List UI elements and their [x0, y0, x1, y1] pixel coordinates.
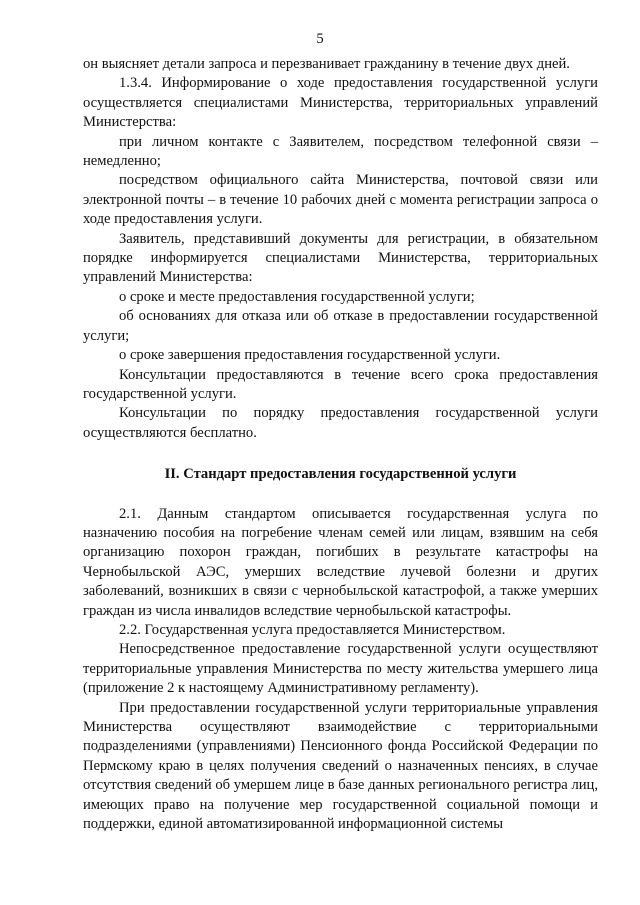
paragraph: 2.1. Данным стандартом описывается государственная услуга по назначению пособия на погребение членам семей или лицам, взявшим на себя организацию похорон граждан, погибших в результате катастрофы на Чернобыльской АЭС, умерших вследствие лучевой болезни и других заболеваний, возникших в связи с чернобыльской катастрофой, а также умерших граждан из числа инвалидов вследствие чернобыльской катастрофы. [83, 505, 598, 619]
paragraph: посредством официального сайта Министерства, почтовой связи или электронной почты – в течение 10 рабочих дней с момента регистрации запроса о ходе предоставления услуги. [83, 172, 598, 228]
page-number: 5 [316, 31, 324, 47]
paragraph: 2.2. Государственная услуга предоставляется Министерством. [119, 621, 506, 638]
paragraph: Непосредственное предоставление государственной услуги осуществляют территориальные управления Министерства по месту жительства умершего лица (приложение 2 к настоящему Административному регламенту). [83, 641, 598, 697]
paragraph: о сроке завершения предоставления государственной услуги. [119, 347, 501, 364]
section-heading: II. Стандарт предоставления государственной услуги [164, 466, 517, 483]
paragraph: об основаниях для отказа или об отказе в предоставлении государственной услуги; [83, 308, 598, 344]
paragraph: он выясняет детали запроса и перезванивает гражданину в течение двух дней. [83, 56, 570, 72]
paragraph: при личном контакте с Заявителем, посредством телефонной связи – немедленно; [83, 133, 598, 170]
paragraph: При предоставлении государственной услуги территориальные управления Министерства осуществляют взаимодействие с территориальными подразделениями (управлениями) Пенсионного фонда Российской Федерации по Пермскому краю в целях получения сведений о назначенных пенсиях, в случае отсутствия сведений об умершем лице в базе данных регионального регистра лиц, имеющих право на получение мер государственной социальной помощи и поддержки, единой автоматизированной информационной системы [83, 699, 598, 833]
document-body [83, 55, 598, 834]
paragraph: Консультации предоставляются в течение всего срока предоставления государственной услуги. [83, 366, 598, 402]
paragraph: 1.3.4. Информирование о ходе предоставления государственной услуги осуществляется специалистами Министерства, территориальных управлений Министерства: [83, 75, 598, 131]
paragraph: Консультации по порядку предоставления государственной услуги осуществляются бесплатно. [83, 405, 598, 441]
paragraph: Заявитель, представивший документы для регистрации, в обязательном порядке информируется специалистами Министерства, территориальных управлений Министерства: [83, 230, 598, 286]
paragraph: о сроке и месте предоставления государственной услуги; [119, 288, 475, 305]
